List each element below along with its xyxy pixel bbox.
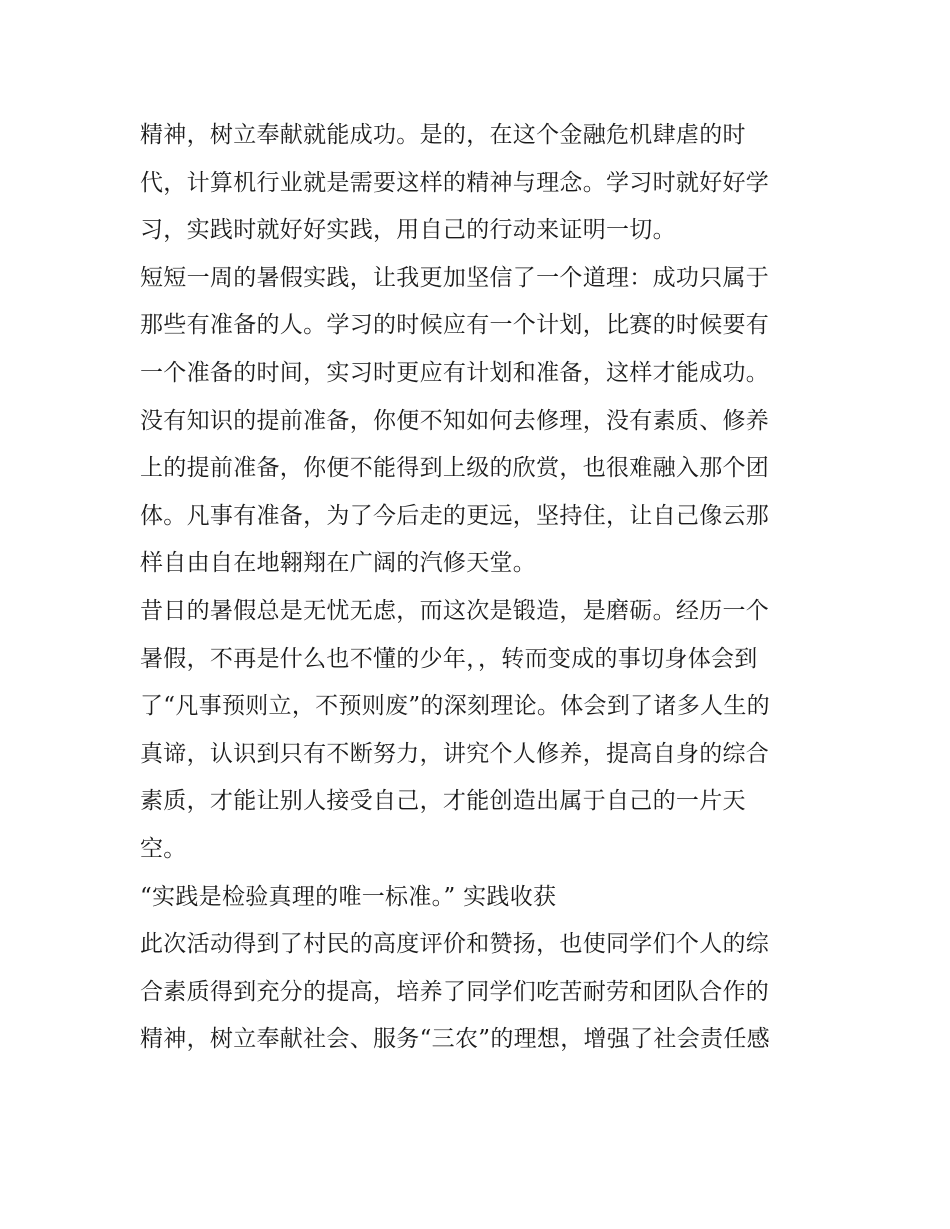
text-line: 此次活动得到了村民的高度评价和赞扬，也使同学们个人的综: [140, 931, 770, 958]
text-line: 空。: [140, 835, 187, 862]
text-line: 代，计算机行业就是需要这样的精神与理念。学习时就好好学: [140, 169, 770, 196]
text-line: 那些有准备的人。学习的时候应有一个计划，比赛的时候要有: [140, 312, 770, 339]
text-line: 习，实践时就好好实践，用自己的行动来证明一切。: [140, 217, 676, 244]
body-text: [140, 112, 815, 1064]
text-line: 一个准备的时间，实习时更应有计划和准备，这样才能成功。: [140, 359, 770, 386]
text-line: 真谛，认识到只有不断努力，讲究个人修养，提高自身的综合: [140, 740, 770, 767]
text-line: 没有知识的提前准备，你便不知如何去修理，没有素质、修养: [140, 407, 770, 434]
text-line: 样自由自在地翱翔在广阔的汽修天堂。: [140, 550, 537, 577]
text-line: 上的提前准备，你便不能得到上级的欣赏，也很难融入那个团: [140, 455, 770, 482]
text-line: 精神，树立奉献社会、服务“三农”的理想，增强了社会责任感: [140, 1026, 770, 1053]
text-line: 昔日的暑假总是无忧无虑，而这次是锻造，是磨砺。经历一个: [140, 597, 770, 624]
text-line: 合素质得到充分的提高，培养了同学们吃苦耐劳和团队合作的: [140, 978, 770, 1005]
text-line: 短短一周的暑假实践，让我更加坚信了一个道理：成功只属于: [140, 264, 770, 291]
text-line: 暑假，不再是什么也不懂的少年，，转而变成的事切身体会到: [140, 645, 758, 672]
text-line: 素质，才能让别人接受自己，才能创造出属于自己的一片天: [140, 788, 746, 815]
text-line: 精神，树立奉献就能成功。是的，在这个金融危机肆虐的时: [140, 122, 746, 148]
text-line: “实践是检验真理的唯一标准。” 实践收获: [140, 883, 557, 910]
text-line: 了“凡事预则立，不预则废”的深刻理论。体会到了诸多人生的: [140, 693, 770, 720]
text-line: 体。凡事有准备，为了今后走的更远，坚持住，让自己像云那: [140, 502, 770, 529]
